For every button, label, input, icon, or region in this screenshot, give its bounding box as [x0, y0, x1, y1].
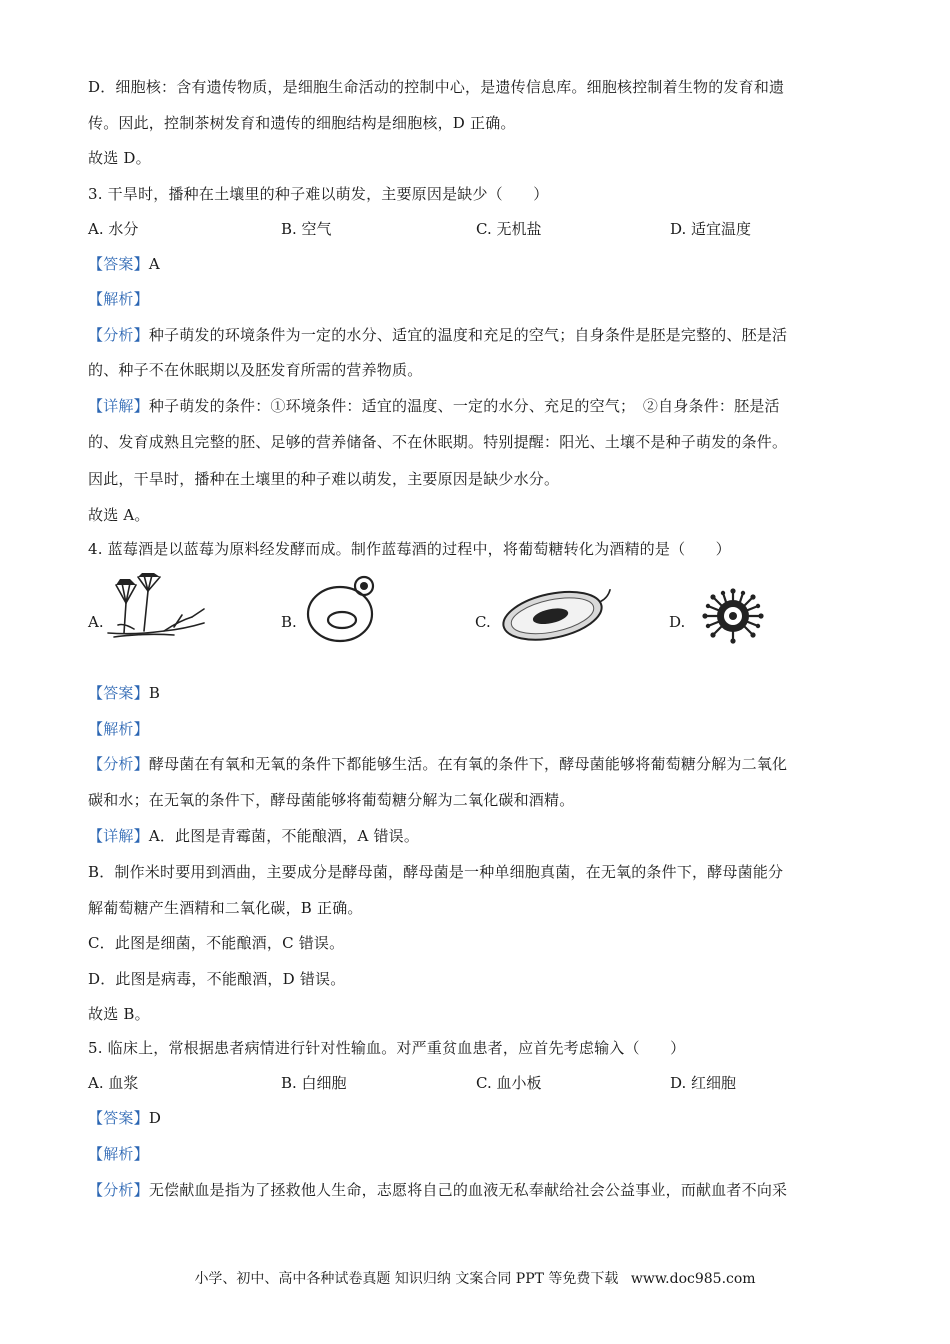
option-d: D. 适宜温度: [670, 220, 752, 238]
text-line: 传。因此，控制茶树发育和遗传的细胞结构是细胞核，D 正确。: [88, 114, 516, 132]
analysis-tag: 【分析】: [88, 755, 149, 773]
analysis-tag: 【分析】: [88, 1181, 149, 1199]
text-line: [88, 1180, 863, 1200]
option-c: C. 无机盐: [476, 220, 542, 238]
text-line: C．此图是细菌，不能酿酒，C 错误。: [88, 934, 345, 952]
analysis-heading: 【解析】: [88, 290, 149, 308]
text-line: 故选 B。: [88, 1005, 150, 1023]
answer-tag: 【答案】: [88, 1109, 149, 1127]
text-line: [88, 754, 863, 774]
virus-image: [690, 588, 776, 644]
question-4: 4. 蓝莓酒是以蓝莓为原料经发酵而成。制作蓝莓酒的过程中，将葡萄糖转化为酒精的是（ ）: [88, 540, 731, 558]
question-3: 3. 干旱时，播种在土壤里的种子难以萌发，主要原因是缺少（ ）: [88, 185, 549, 203]
text-span: 种子萌发的环境条件为一定的水分、适宜的温度和充足的空气；自身条件是胚是完整的、胚是活: [148, 326, 788, 344]
text-line: 的、发育成熟且完整的胚、足够的营养储备、不在休眠期。特别提醒：阳光、土壤不是种子萌发的条件。: [88, 433, 788, 451]
answer-tag: 【答案】: [88, 684, 149, 702]
text-line: [88, 325, 863, 345]
answer-line: [88, 1108, 863, 1128]
text-line: B．制作米时要用到酒曲，主要成分是酵母菌，酵母菌是一种单细胞真菌，在无氧的条件下，酵母菌能分: [88, 863, 784, 881]
analysis-tag: 【分析】: [88, 326, 149, 344]
option-b-label: B.: [281, 613, 297, 631]
option-a: A. 水分: [88, 220, 139, 238]
option-a: A. 血浆: [88, 1074, 139, 1092]
yeast-image: [302, 574, 382, 644]
footer-text: 小学、初中、高中各种试卷真题 知识归纳 文案合同 PPT 等免费下载: [194, 1271, 619, 1287]
answer-tag: 【答案】: [88, 255, 149, 273]
answer-line: [88, 683, 863, 703]
analysis-heading: 【解析】: [88, 720, 149, 738]
text-line: 解葡萄糖产生酒精和二氧化碳，B 正确。: [88, 899, 363, 917]
detail-tag: 【详解】: [88, 397, 149, 415]
option-a-label: A.: [88, 613, 104, 631]
text-span: 种子萌发的条件：①环境条件：适宜的温度、一定的水分、充足的空气； ②自身条件：胚是活: [148, 397, 780, 415]
option-d: D. 红细胞: [670, 1074, 737, 1092]
option-d-label: D.: [669, 613, 686, 631]
text-line: 的、种子不在休眠期以及胚发育所需的营养物质。: [88, 361, 423, 379]
option-b: B. 白细胞: [281, 1074, 347, 1092]
answer-value: B: [148, 684, 161, 702]
option-b: B. 空气: [281, 220, 332, 238]
text-line: 因此，干旱时，播种在土壤里的种子难以萌发，主要原因是缺少水分。: [88, 470, 560, 488]
text-line: 故选 D。: [88, 149, 151, 167]
text-line: 故选 A。: [88, 506, 150, 524]
detail-tag: 【详解】: [88, 827, 149, 845]
text-line: D．此图是病毒，不能酿酒，D 错误。: [88, 970, 346, 988]
option-c-label: C.: [475, 613, 491, 631]
text-line: [88, 826, 863, 846]
text-line: [88, 396, 863, 416]
text-span: A．此图是青霉菌，不能酿酒，A 错误。: [148, 827, 420, 845]
answer-value: A: [148, 255, 160, 273]
analysis-heading: 【解析】: [88, 1145, 149, 1163]
text-line: D．细胞核：含有遗传物质，是细胞生命活动的控制中心，是遗传信息库。细胞核控制着生物的发育和遗: [88, 78, 785, 96]
answer-value: D: [148, 1109, 162, 1127]
text-span: 酵母菌在有氧和无氧的条件下都能够生活。在有氧的条件下，酵母菌能够将葡萄糖分解为二氧化: [148, 755, 788, 773]
footer-link[interactable]: www.doc985.com: [630, 1271, 756, 1287]
page-footer: [0, 1270, 950, 1288]
text-line: 碳和水；在无氧的条件下，酵母菌能够将葡萄糖分解为二氧化碳和酒精。: [88, 791, 575, 809]
question-5: 5. 临床上，常根据患者病情进行针对性输血。对严重贫血患者，应首先考虑输入（ ）: [88, 1039, 686, 1057]
text-span: 无偿献血是指为了拯救他人生命，志愿将自己的血液无私奉献给社会公益事业，而献血者不向采: [148, 1181, 788, 1199]
option-c: C. 血小板: [476, 1074, 542, 1092]
answer-line: [88, 254, 863, 274]
bacterium-image: [496, 581, 618, 645]
penicillium-image: [104, 573, 210, 641]
